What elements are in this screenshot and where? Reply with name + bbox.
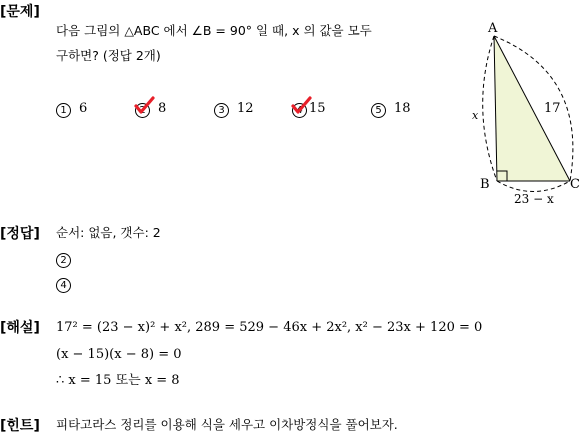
choice-3[interactable] — [214, 100, 254, 118]
choice-1-number: 1 — [56, 103, 71, 118]
hypotenuse-label: 17 — [544, 101, 561, 116]
choice-1[interactable] — [56, 100, 87, 118]
solution-line-3: ∴ x = 15 또는 x = 8 — [56, 373, 180, 388]
check-mark-icon — [290, 96, 312, 116]
choice-5-value: 18 — [394, 101, 411, 116]
vertex-c-label: C — [570, 177, 580, 192]
vertex-b-label: B — [480, 177, 490, 192]
question-line-1: 다음 그림의 △ABC 에서 ∠B = 90° 일 때, x 의 값을 모두 — [56, 23, 372, 38]
vertex-a-label: A — [488, 21, 498, 36]
solution-line-2: (x − 15)(x − 8) = 0 — [56, 347, 182, 362]
hint-text: 피타고라스 정리를 이용해 식을 세우고 이차방정식을 풀어보자. — [56, 417, 398, 432]
choice-2-number: 2 — [135, 103, 150, 118]
choice-4-marker — [292, 100, 309, 118]
arc-bc — [497, 181, 570, 192]
question-line-2: 구하면? (정답 2개) — [56, 48, 161, 63]
choice-4-value: 15 — [309, 101, 326, 116]
choice-2-marker — [135, 100, 158, 118]
problem-label: [문제] — [0, 4, 40, 20]
choice-3-value: 12 — [237, 101, 254, 116]
choice-4[interactable] — [292, 100, 326, 118]
answer-label: [정답] — [0, 226, 40, 242]
choice-5-number: 5 — [371, 103, 386, 118]
choice-4-number: 4 — [292, 103, 307, 118]
solution-line-1: 17² = (23 − x)² + x², 289 = 529 − 46x + 2x², x² − 23x + 120 = 0 — [56, 320, 483, 335]
choice-3-number: 3 — [214, 103, 229, 118]
answer-summary: 순서: 없음, 갯수: 2 — [56, 225, 161, 240]
answer-item-2-number: 4 — [56, 278, 71, 293]
answer-item-1-number: 2 — [56, 253, 71, 268]
answer-item-2 — [56, 275, 79, 293]
side-bc-label: 23 − x — [514, 192, 554, 206]
hint-label: [힌트] — [0, 418, 40, 434]
answer-item-1 — [56, 250, 79, 268]
choice-1-value: 6 — [79, 101, 88, 116]
choice-5[interactable] — [371, 100, 411, 118]
side-ab-label: x — [472, 109, 479, 122]
choice-2[interactable] — [135, 100, 166, 118]
check-mark-icon — [133, 96, 155, 116]
solution-label: [해설] — [0, 320, 40, 336]
choice-2-value: 8 — [158, 101, 167, 116]
